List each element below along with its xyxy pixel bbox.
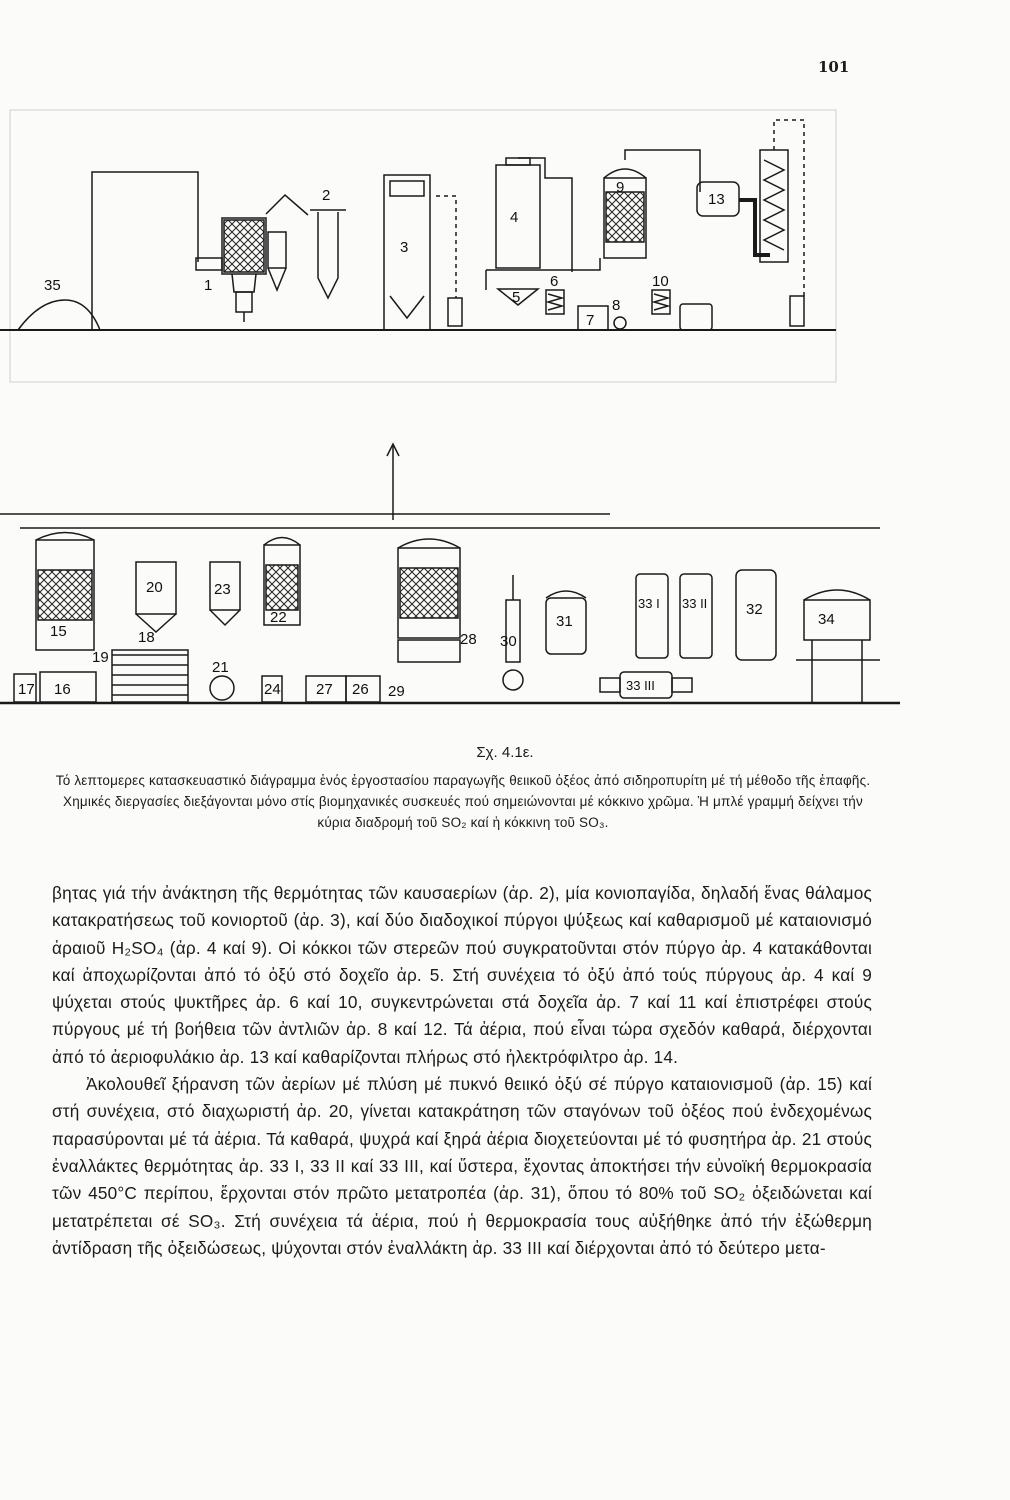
label-4: 4 — [510, 209, 519, 226]
label-8: 8 — [612, 297, 621, 314]
heat-exchanger-33-I — [636, 574, 668, 658]
label-31: 31 — [556, 613, 573, 630]
label-5: 5 — [512, 289, 521, 306]
label-26: 26 — [352, 681, 369, 698]
pyrite-pile-35 — [18, 300, 100, 330]
absorption-tower-28 — [398, 539, 460, 662]
label-24: 24 — [264, 681, 281, 698]
cooler-6 — [546, 290, 564, 314]
acid-cooler-18 — [112, 650, 188, 702]
label-22: 22 — [270, 609, 287, 626]
page-number: 101 — [818, 58, 850, 76]
label-16: 16 — [54, 681, 71, 698]
label-6: 6 — [550, 273, 559, 290]
label-19: 19 — [92, 649, 109, 666]
paragraph-2: Ἀκολουθεῖ ξήρανση τῶν ἀερίων μέ πλύση μέ πυκνό θειικό ὀξύ σέ πύργο καταιονισμοῦ (ἀρ. 15) καί στή συνέχεια, στό διαχωριστή ἀρ. 20, γίνεται κατακράτηση τῶν σταγόνων τοῦ ὀξέος πού ἐνδεχομένως παρασύρονται μέ τά ἀέρια. Τά καθαρά, ψυχρά καί ξηρά ἀέρια διοχετεύονται μέ τό φυσητήρα ἀρ. 21 στούς ἐναλλάκτες θερμότητας ἀρ. 33 Ι, 33 ΙΙ καί 33 ΙΙΙ, καί ὕστερα, ἔχοντας ἀποκτήσει τήν εὐνοϊκή θερμοκρασία τῶν 450°C περίπου, ἔρχονται στόν πρῶτο μετατροπέα (ἀρ. 31), ὅπου τό 80% τοῦ SO₂ ὀξειδώνεται καί μετατρέπεται σέ SO₃. Στή συνέχεια τά ἀέρια, πού ἡ θερμοκρασία τους αὐξήθηκε ἀπό τήν ἐξώθερμη ἀντίδραση τῆς ὀξειδώσεως, ψύχονται στόν ἐναλλάκτη ἀρ. 33 ΙΙΙ καί διέρχονται ἀπό τό δεύτερο μετα- — [52, 1074, 872, 1258]
label-35: 35 — [44, 277, 61, 294]
dust-chamber-3 — [384, 175, 462, 330]
label-20: 20 — [146, 579, 163, 596]
paragraph-1: βητας γιά τήν ἀνάκτηση τῆς θερμότητας τῶν καυσαερίων (ἀρ. 2), μία κονιοπαγίδα, δηλαδή ἕνας θάλαμος κατακρατήσεως τοῦ κονιορτοῦ (ἀρ. 3), καί δύο διαδοχικοί πύργοι ψύξεως καί καθαρισμοῦ μέ καταιονισμό ἀραιοῦ H₂SO₄ (ἀρ. 4 καί 9). Οἱ κόκκοι τῶν στερεῶν πού συγκρατοῦνται στόν πύργο ἀρ. 4 κατακάθονται καί ἀποχωρίζονται ἀπό τό ὀξύ στό δοχεῖο ἀρ. 5. Στή συνέχεια τό ὀξύ ἀπό τούς πύργους ἀρ. 4 καί 9 ψύχεται στούς ψυκτῆρες ἀρ. 6 καί 10, συγκεντρώνεται στά δοχεῖα ἀρ. 7 καί 11 καί ἐπιστρέφει στούς πύργους μέ τή βοήθεια τῶν ἀντλιῶν ἀρ. 8 καί 12. Τά ἀέρια, πού εἶναι τώρα σχεδόν καθαρά, διέρχονται ἀπό τό ἀεριοφυλάκιο ἀρ. 13 καί καθαρίζονται πλήρως στό ἠλεκτρόφιλτρο ἀρ. 14. — [52, 883, 872, 1067]
furnace-1 — [196, 218, 266, 322]
storage-tank-34 — [796, 590, 880, 702]
label-15: 15 — [50, 623, 67, 640]
label-3: 3 — [400, 239, 409, 256]
label-32: 32 — [746, 601, 763, 618]
label-13: 13 — [708, 191, 725, 208]
label-28: 28 — [460, 631, 477, 648]
waste-heat-boiler-2 — [310, 210, 346, 298]
blower-21 — [210, 676, 234, 700]
cooling-tower-4 — [496, 158, 572, 272]
label-33-II: 33 II — [682, 596, 708, 611]
cooling-tower-9 — [604, 150, 700, 258]
label-33-I: 33 I — [638, 596, 660, 611]
label-10: 10 — [652, 273, 669, 290]
label-1: 1 — [204, 277, 213, 294]
label-33-III: 33 III — [626, 678, 655, 693]
figure-caption: Τό λεπτομερες κατασκευαστικό διάγραμμα ἑνός ἐργοστασίου παραγωγῆς θειικοῦ ὀξέος ἀπό σιδηροπυρίτη μέ τή μέθοδο τῆς ἐπαφῆς. Χημικές διεργασίες διεξάγονται μόνο στίς βιομηχανικές συσκευές πού σημειώνονται μέ κόκκινο χρῶμα. Ἡ μπλέ γραμμή δείχνει τήν κύρια διαδρομή τοῦ SO₂ καί ἡ κόκκινη τοῦ SO₃. — [55, 773, 871, 830]
label-29: 29 — [388, 683, 405, 700]
label-27: 27 — [316, 681, 333, 698]
label-18: 18 — [138, 629, 155, 646]
label-30: 30 — [500, 633, 517, 650]
label-9: 9 — [616, 179, 625, 196]
heat-exchanger-33-II — [680, 574, 712, 658]
body-text — [52, 880, 872, 1262]
figure-label: Σχ. 4.1ε. — [476, 744, 534, 761]
label-34: 34 — [818, 611, 835, 628]
label-7: 7 — [586, 312, 595, 329]
process-flow-diagram — [0, 0, 1010, 720]
label-23: 23 — [214, 581, 231, 598]
label-2: 2 — [322, 187, 331, 204]
label-21: 21 — [212, 659, 229, 676]
electrostatic-filter-14 — [760, 120, 804, 326]
mist-separator-20 — [136, 562, 176, 632]
label-17: 17 — [18, 681, 35, 698]
